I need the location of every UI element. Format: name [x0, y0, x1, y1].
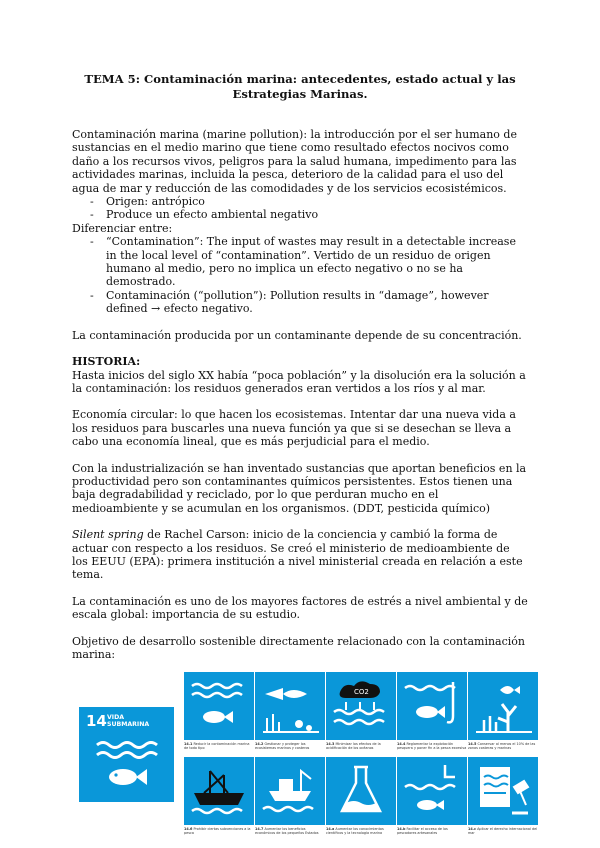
- sdg-number: 14: [86, 712, 107, 730]
- sdg-target-tile: [397, 757, 467, 840]
- target-caption: 14.1 Reducir la contaminación marina de todo tipo: [184, 742, 250, 751]
- sdg-target-tile: [397, 672, 467, 755]
- research-flask-icon: [326, 757, 396, 825]
- ocean-acidification-icon: [326, 672, 396, 740]
- sdg-intro: Objetivo de desarrollo sostenible directamente relacionado con la contaminación marina:: [72, 634, 525, 661]
- svg-text:CO2: CO2: [354, 688, 369, 696]
- list-item: - Produce un efecto ambiental negativo: [72, 208, 528, 221]
- target-caption: 14.4 Reglamentar la explotación pesquera y poner fin a la pesca excesiva: [397, 742, 467, 751]
- definition-paragraph: Contaminación marina (marine pollution): la introducción por el ser humano de sustancias en el medio marino que tiene como resultado efectos nocivos como daño a los recursos vivos, peligros para la salud humana, impedimento para las actividades marinas, incluida la pesca, deterioro de la calidad para el uso del agua de mar y reducción de las comodidades y de los servicios ecosistémicos.: [72, 128, 517, 195]
- target-caption: 14.b Facilitar el acceso de los pescadores artesanales: [397, 827, 448, 836]
- book-title: Silent spring: [72, 528, 144, 542]
- target-caption: 14.2 Gestionar y proteger los ecosistemas marinos y costeros: [255, 742, 310, 751]
- document-body: [72, 128, 528, 661]
- sdg-14-tile: [79, 707, 174, 802]
- sdg-target-tile: [255, 672, 325, 755]
- sdg-target-tile: [184, 672, 254, 755]
- definition-list: [72, 195, 528, 222]
- circular-economy-paragraph: Economía circular: lo que hacen los ecosistemas. Intentar dar una nueva vida a los residuos para buscarles una nueva función ya que si se desechan se lleva a cabo una economía lineal, que es más perjudicial para el medio.: [72, 408, 516, 449]
- target-caption: 14.a Aumentar los conocimientos científicos y la tecnología marina: [326, 827, 384, 836]
- differentiate-list: [72, 235, 528, 315]
- fish-hook-icon: [397, 672, 467, 740]
- fishing-boat-icon: [255, 757, 325, 825]
- fishing-ship-icon: [184, 757, 254, 825]
- target-caption: 14.3 Minimizar los efectos de la acidificación de los océanos: [326, 742, 381, 751]
- sdg-target-tile: [326, 672, 396, 755]
- target-caption: 14.5 Conservar al menos el 10% de las zonas costeras y marinas: [468, 742, 536, 751]
- sdg-target-tile: [468, 757, 538, 840]
- sdg-target-tile: [468, 672, 538, 755]
- silent-spring-paragraph: Silent spring de Rachel Carson: inicio de la conciencia y cambió la forma de actuar con respecto a los residuos. Se creó el ministerio de medioambiente de los EEUU (EPA): primera institución a nivel ministerial creada en relación a este tema.: [72, 528, 523, 582]
- sdg-target-tile: [255, 757, 325, 840]
- coral-reef-icon: [468, 672, 538, 740]
- fish-waves-icon: [93, 737, 161, 797]
- sdg-target-tile: [326, 757, 396, 840]
- sdg-target-tile: [184, 757, 254, 840]
- target-caption: 14.7 Aumentar los beneficios económicos de los pequeños Estados: [255, 827, 319, 836]
- differentiate-label: Diferenciar entre:: [72, 221, 173, 235]
- target-caption: 14.6 Prohibir ciertas subvenciones a la pesca: [184, 827, 251, 836]
- sdg-name: VIDA SUBMARINA: [107, 714, 150, 728]
- concentration-paragraph: La contaminación producida por un contaminante depende de su concentración.: [72, 328, 522, 342]
- history-paragraph: Hasta inicios del siglo XX había “poca población” y la disolución era la solución a la contaminación: los residuos generados eran vertidos a los ríos y al mar.: [72, 368, 526, 395]
- page-title: TEMA 5: Contaminación marina: antecedentes, estado actual y las Estrategias Marinas.: [84, 72, 516, 101]
- target-caption: 14.c Aplicar el derecho internacional del mar: [468, 827, 538, 836]
- marine-ecosystem-icon: [255, 672, 325, 740]
- list-item: - Origen: antrópico: [72, 195, 528, 208]
- list-item: - Contaminación (“pollution”): Pollution results in “damage”, however defined → efecto negativo.: [72, 289, 528, 316]
- list-item: - “Contamination”: The input of wastes may result in a detectable increase in the local level of “contamination”. Vertido de un residuo de origen humano al medio, pero no implica un efecto negativo o no se ha demostrado.: [72, 235, 528, 289]
- law-document-icon: [468, 757, 538, 825]
- industrialization-paragraph: Con la industrialización se han inventado sustancias que aportan beneficios en la productividad pero son contaminantes químicos persistentes. Estos tienen una baja degradabilidad y reciclado, por lo que perduran mucho en el medioambiente y se acumulan en los organismos. (DDT, pesticida químico): [72, 461, 527, 515]
- history-heading: HISTORIA:: [72, 355, 141, 369]
- small-fisher-icon: [397, 757, 467, 825]
- stress-paragraph: La contaminación es uno de los mayores factores de estrés a nivel ambiental y de escala global: importancia de su estudio.: [72, 594, 528, 622]
- fish-waves-icon: [184, 672, 254, 740]
